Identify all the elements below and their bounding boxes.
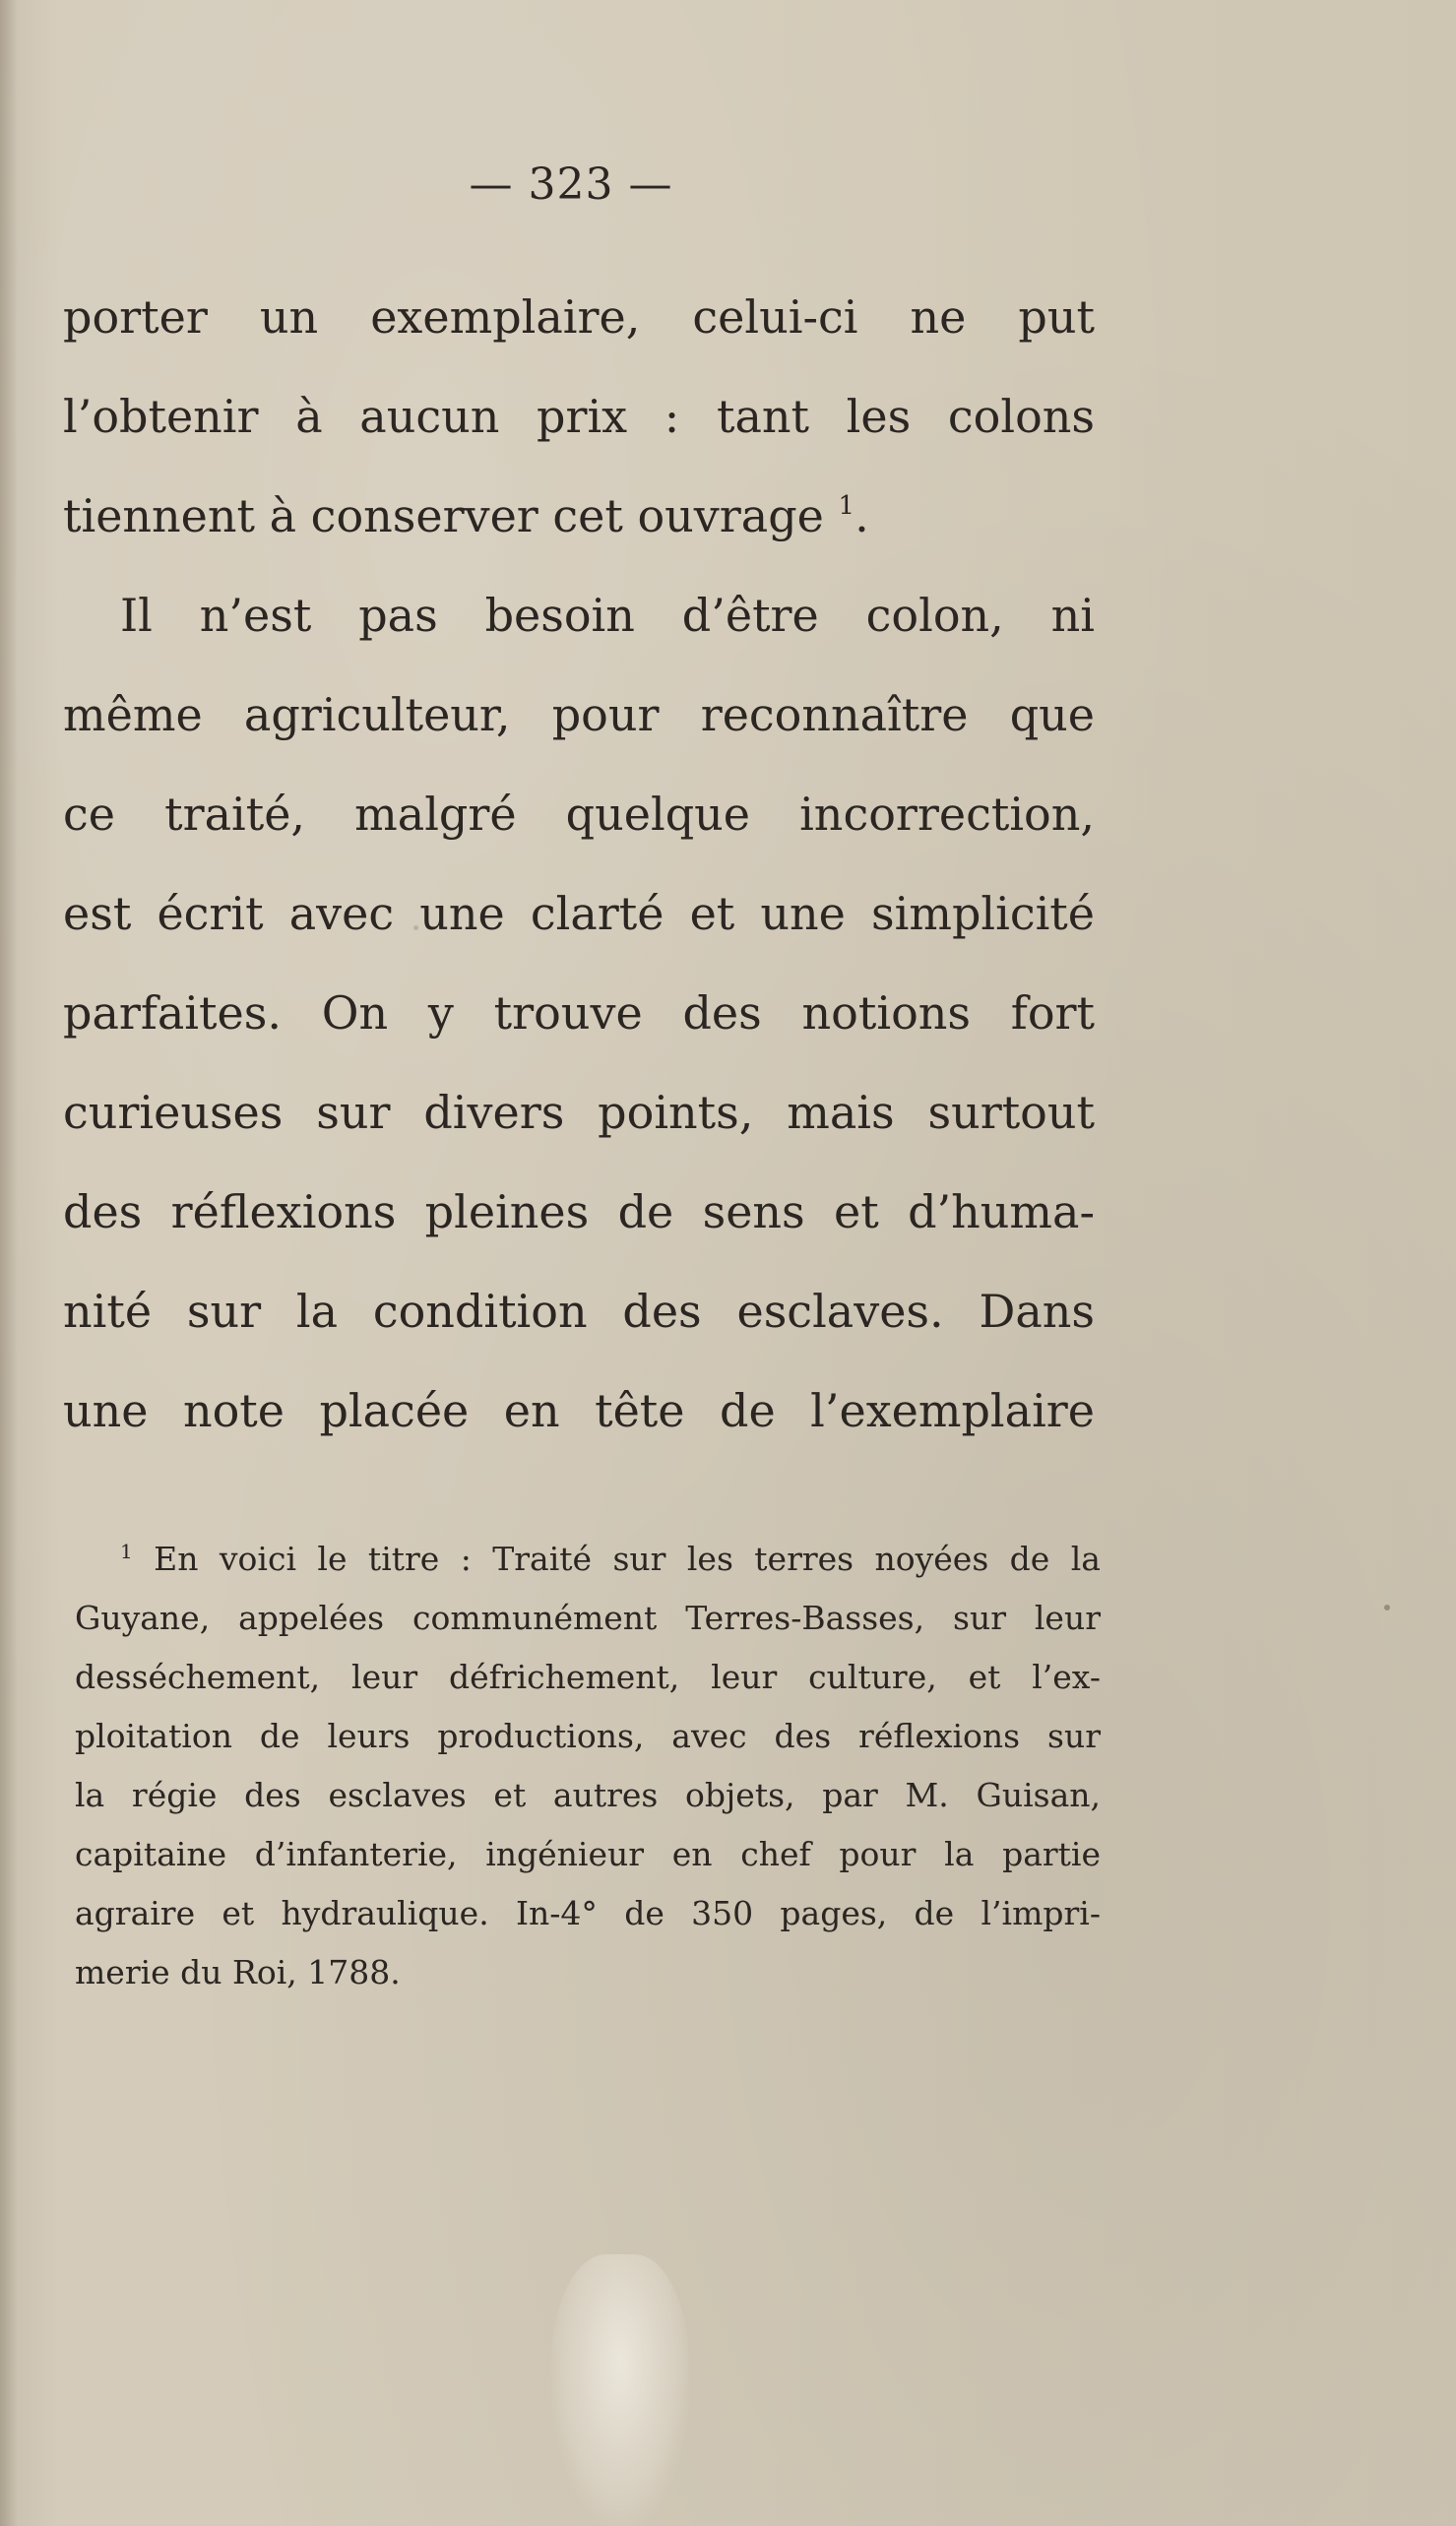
body-line: Il n’est pas besoin d’être colon, ni — [120, 589, 1095, 642]
footnote-line: agraire et hydraulique. In-4° de 350 pages, de l’impri- — [75, 1894, 1101, 1932]
footnote-line: ploitation de leurs productions, avec des réflexions sur — [75, 1717, 1101, 1755]
body-line — [63, 467, 1095, 566]
body-text — [63, 268, 1095, 1461]
footnote-line: Guyane, appelées communément Terres-Basses, sur leur — [75, 1599, 1101, 1637]
body-line: une note placée en tête de l’exemplaire — [63, 1384, 1095, 1437]
page-binding-edge — [0, 0, 18, 2526]
footnote-line — [75, 1530, 1101, 1589]
body-line: ce traité, malgré quelque incorrection, — [63, 788, 1095, 841]
body-line-text: tiennent à conserver cet ouvrage — [63, 489, 824, 542]
footnote-line: la régie des esclaves et autres objets, par M. Guisan, — [75, 1776, 1101, 1814]
footnote-line: merie du Roi, 1788. — [75, 1953, 401, 1991]
footnote-line-text: En voici le titre : Traité sur les terres noyées de la — [154, 1540, 1101, 1578]
body-line: l’obtenir à aucun prix : tant les colons — [63, 390, 1095, 443]
footnote — [75, 1530, 1101, 2002]
body-line: parfaites. On y trouve des notions fort — [63, 986, 1095, 1040]
body-line: est écrit avec une clarté et une simplicité — [63, 887, 1095, 940]
footnote-number: 1 — [120, 1540, 133, 1563]
paper-speck — [1384, 1605, 1390, 1610]
footnote-line: desséchement, leur défrichement, leur culture, et l’ex- — [75, 1658, 1101, 1696]
page-number: — 323 — — [469, 159, 673, 210]
body-line: curieuses sur divers points, mais surtout — [63, 1086, 1095, 1139]
body-line: nité sur la condition des esclaves. Dans — [63, 1285, 1095, 1338]
body-line: porter un exemplaire, celui-ci ne put — [63, 290, 1095, 344]
footnote-reference: 1 — [838, 491, 855, 521]
body-line: même agriculteur, pour reconnaître que — [63, 688, 1095, 741]
body-line: des réflexions pleines de sens et d’huma- — [63, 1185, 1095, 1238]
paper-speck — [413, 925, 418, 930]
footnote-reference-suffix: . — [855, 489, 869, 542]
paper-stain — [551, 2254, 689, 2526]
footnote-line: capitaine d’infanterie, ingénieur en chef pour la partie — [75, 1835, 1101, 1873]
